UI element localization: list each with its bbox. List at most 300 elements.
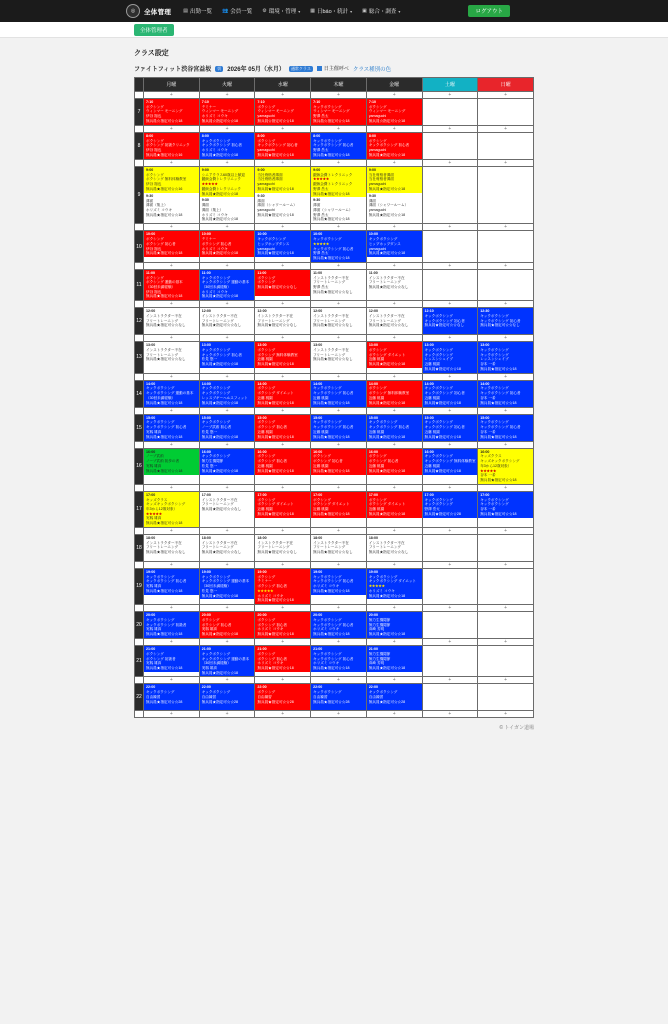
schedule-cell[interactable]: [422, 308, 478, 335]
class-event[interactable]: [311, 684, 366, 710]
schedule-cell[interactable]: [311, 342, 367, 373]
add-class-button[interactable]: +: [144, 605, 200, 612]
class-event[interactable]: [367, 193, 422, 219]
add-class-button[interactable]: +: [311, 484, 367, 491]
class-event[interactable]: [367, 270, 422, 296]
add-class-button[interactable]: +: [311, 677, 367, 684]
class-event[interactable]: [255, 569, 310, 604]
add-class-button[interactable]: +: [478, 561, 534, 568]
add-class-button[interactable]: +: [255, 335, 311, 342]
schedule-cell[interactable]: [199, 534, 255, 561]
schedule-cell[interactable]: [144, 568, 200, 604]
add-class-button[interactable]: +: [422, 126, 478, 133]
schedule-cell[interactable]: [144, 684, 200, 711]
add-class-button[interactable]: +: [199, 301, 255, 308]
add-class-button[interactable]: +: [366, 711, 422, 718]
add-class-button[interactable]: +: [422, 639, 478, 646]
schedule-cell[interactable]: [199, 308, 255, 335]
schedule-cell[interactable]: [311, 448, 367, 484]
schedule-cell[interactable]: [144, 448, 200, 484]
schedule-cell[interactable]: [144, 167, 200, 224]
schedule-cell[interactable]: [478, 308, 534, 335]
add-class-button[interactable]: +: [311, 407, 367, 414]
class-event[interactable]: [200, 231, 255, 257]
class-event[interactable]: [311, 270, 366, 296]
schedule-cell[interactable]: [255, 99, 311, 126]
class-event[interactable]: [311, 449, 366, 475]
class-event[interactable]: [144, 535, 199, 561]
schedule-cell[interactable]: [478, 167, 534, 224]
add-class-button[interactable]: +: [366, 262, 422, 269]
class-event[interactable]: [311, 569, 366, 595]
add-class-button[interactable]: +: [199, 527, 255, 534]
add-class-button[interactable]: +: [422, 441, 478, 448]
class-event[interactable]: [200, 197, 255, 223]
schedule-cell[interactable]: [422, 342, 478, 373]
schedule-cell[interactable]: [311, 133, 367, 160]
schedule-cell[interactable]: [144, 646, 200, 677]
class-event[interactable]: [144, 684, 199, 710]
schedule-cell[interactable]: [366, 231, 422, 262]
schedule-cell[interactable]: [366, 167, 422, 224]
schedule-cell[interactable]: [422, 684, 478, 711]
schedule-cell[interactable]: [311, 167, 367, 224]
add-class-button[interactable]: +: [311, 224, 367, 231]
schedule-cell[interactable]: [422, 568, 478, 604]
add-class-button[interactable]: +: [311, 605, 367, 612]
schedule-cell[interactable]: [255, 308, 311, 335]
schedule-cell[interactable]: [255, 684, 311, 711]
add-class-button[interactable]: +: [422, 224, 478, 231]
schedule-cell[interactable]: [422, 534, 478, 561]
schedule-cell[interactable]: [311, 568, 367, 604]
add-class-button[interactable]: +: [366, 126, 422, 133]
schedule-cell[interactable]: [478, 448, 534, 484]
class-event[interactable]: [255, 415, 310, 441]
class-event[interactable]: [367, 415, 422, 441]
schedule-cell[interactable]: [478, 99, 534, 126]
class-event[interactable]: [367, 381, 422, 407]
class-event[interactable]: [144, 612, 199, 638]
schedule-cell[interactable]: [199, 167, 255, 224]
class-event[interactable]: [311, 492, 366, 518]
class-event[interactable]: [311, 612, 366, 638]
class-event[interactable]: [144, 99, 199, 125]
add-class-button[interactable]: +: [199, 373, 255, 380]
add-class-button[interactable]: +: [199, 224, 255, 231]
add-class-button[interactable]: +: [199, 407, 255, 414]
class-event[interactable]: [144, 449, 199, 475]
schedule-cell[interactable]: [255, 448, 311, 484]
class-event[interactable]: [200, 415, 255, 441]
class-event[interactable]: [144, 415, 199, 441]
class-event[interactable]: [144, 133, 199, 159]
add-class-button[interactable]: +: [144, 441, 200, 448]
schedule-cell[interactable]: [478, 133, 534, 160]
add-class-button[interactable]: +: [366, 677, 422, 684]
add-class-button[interactable]: +: [144, 92, 200, 99]
schedule-cell[interactable]: [366, 491, 422, 527]
schedule-cell[interactable]: [478, 646, 534, 677]
schedule-cell[interactable]: [366, 308, 422, 335]
add-class-button[interactable]: +: [255, 677, 311, 684]
class-event[interactable]: [255, 646, 310, 672]
nav-item-1[interactable]: [222, 7, 252, 15]
add-class-button[interactable]: +: [255, 441, 311, 448]
schedule-cell[interactable]: [199, 612, 255, 639]
add-class-button[interactable]: +: [422, 407, 478, 414]
class-event[interactable]: [200, 612, 255, 638]
gym-switch-button[interactable]: 切: [217, 65, 222, 71]
schedule-cell[interactable]: [199, 133, 255, 160]
add-class-button[interactable]: +: [255, 639, 311, 646]
add-class-button[interactable]: +: [422, 605, 478, 612]
add-class-button[interactable]: +: [255, 262, 311, 269]
class-color-legend-link[interactable]: クラス種別の色: [352, 66, 392, 73]
add-class-button[interactable]: +: [366, 407, 422, 414]
add-class-button[interactable]: +: [311, 126, 367, 133]
add-class-button[interactable]: +: [199, 160, 255, 167]
class-event[interactable]: [367, 612, 422, 638]
add-class-button[interactable]: +: [422, 92, 478, 99]
class-event[interactable]: [144, 270, 199, 300]
schedule-cell[interactable]: [478, 231, 534, 262]
schedule-cell[interactable]: [255, 269, 311, 300]
class-event[interactable]: [144, 342, 199, 368]
add-class-button[interactable]: +: [478, 126, 534, 133]
class-event[interactable]: [367, 449, 422, 475]
schedule-cell[interactable]: [311, 684, 367, 711]
add-class-button[interactable]: +: [255, 711, 311, 718]
add-class-button[interactable]: +: [311, 301, 367, 308]
class-event[interactable]: [311, 99, 366, 125]
class-event[interactable]: [144, 231, 199, 257]
class-event[interactable]: [200, 308, 255, 334]
class-event[interactable]: [255, 381, 310, 407]
class-event[interactable]: [367, 535, 422, 561]
add-class-button[interactable]: +: [199, 561, 255, 568]
add-class-button[interactable]: +: [199, 441, 255, 448]
schedule-cell[interactable]: [255, 231, 311, 262]
schedule-cell[interactable]: [422, 133, 478, 160]
class-event[interactable]: [423, 449, 478, 475]
schedule-cell[interactable]: [255, 612, 311, 639]
class-event[interactable]: [200, 535, 255, 561]
class-event[interactable]: [144, 167, 199, 193]
schedule-cell[interactable]: [255, 646, 311, 677]
schedule-cell[interactable]: [144, 308, 200, 335]
schedule-cell[interactable]: [478, 342, 534, 373]
add-class-button[interactable]: +: [255, 605, 311, 612]
class-event[interactable]: [255, 167, 310, 193]
class-event[interactable]: [144, 646, 199, 672]
nav-item-0[interactable]: [183, 7, 212, 15]
checkbox-box[interactable]: [317, 66, 322, 71]
class-event[interactable]: [478, 381, 533, 407]
add-class-button[interactable]: +: [199, 126, 255, 133]
schedule-cell[interactable]: [144, 269, 200, 300]
class-event[interactable]: [255, 308, 310, 334]
schedule-cell[interactable]: [422, 231, 478, 262]
schedule-cell[interactable]: [199, 646, 255, 677]
schedule-cell[interactable]: [199, 491, 255, 527]
add-class-button[interactable]: +: [255, 373, 311, 380]
schedule-cell[interactable]: [255, 167, 311, 224]
class-event[interactable]: [311, 342, 366, 368]
add-class-button[interactable]: +: [255, 561, 311, 568]
class-event[interactable]: [367, 167, 422, 193]
add-class-button[interactable]: +: [311, 711, 367, 718]
schedule-cell[interactable]: [422, 612, 478, 639]
class-event[interactable]: [200, 381, 255, 407]
add-class-button[interactable]: +: [311, 262, 367, 269]
schedule-cell[interactable]: [366, 612, 422, 639]
add-class-button[interactable]: +: [255, 224, 311, 231]
add-class-button[interactable]: +: [311, 373, 367, 380]
add-class-button[interactable]: +: [144, 262, 200, 269]
schedule-cell[interactable]: [422, 269, 478, 300]
class-event[interactable]: [311, 167, 366, 197]
class-event[interactable]: [200, 342, 255, 368]
add-class-button[interactable]: +: [366, 639, 422, 646]
add-class-button[interactable]: +: [422, 527, 478, 534]
schedule-cell[interactable]: [144, 342, 200, 373]
class-event[interactable]: [367, 99, 422, 125]
add-class-button[interactable]: +: [255, 407, 311, 414]
class-event[interactable]: [311, 231, 366, 261]
class-event[interactable]: [423, 381, 478, 407]
class-event[interactable]: [311, 197, 366, 223]
schedule-cell[interactable]: [311, 380, 367, 407]
class-event[interactable]: [255, 133, 310, 159]
schedule-cell[interactable]: [199, 684, 255, 711]
class-event[interactable]: [478, 415, 533, 441]
add-class-button[interactable]: +: [144, 711, 200, 718]
class-event[interactable]: [367, 231, 422, 257]
add-class-button[interactable]: +: [478, 92, 534, 99]
schedule-cell[interactable]: [366, 448, 422, 484]
add-class-button[interactable]: +: [199, 639, 255, 646]
class-event[interactable]: [200, 684, 255, 710]
add-class-button[interactable]: +: [478, 605, 534, 612]
add-class-button[interactable]: +: [422, 301, 478, 308]
add-class-button[interactable]: +: [366, 224, 422, 231]
class-event[interactable]: [423, 415, 478, 441]
class-event[interactable]: [478, 342, 533, 372]
class-event[interactable]: [255, 99, 310, 125]
add-class-button[interactable]: +: [311, 92, 367, 99]
class-event[interactable]: [255, 449, 310, 475]
class-event[interactable]: [200, 167, 255, 197]
add-class-button[interactable]: +: [311, 160, 367, 167]
schedule-cell[interactable]: [311, 646, 367, 677]
class-event[interactable]: [478, 492, 533, 518]
add-class-button[interactable]: +: [478, 441, 534, 448]
schedule-cell[interactable]: [311, 491, 367, 527]
class-event[interactable]: [311, 415, 366, 441]
add-class-button[interactable]: +: [366, 561, 422, 568]
schedule-cell[interactable]: [144, 380, 200, 407]
class-event[interactable]: [367, 684, 422, 710]
add-class-button[interactable]: +: [144, 160, 200, 167]
add-class-button[interactable]: +: [144, 677, 200, 684]
schedule-cell[interactable]: [199, 414, 255, 441]
class-event[interactable]: [200, 270, 255, 300]
add-class-button[interactable]: +: [199, 677, 255, 684]
add-class-button[interactable]: +: [478, 677, 534, 684]
nav-item-4[interactable]: [362, 7, 400, 15]
schedule-cell[interactable]: [366, 133, 422, 160]
add-class-button[interactable]: +: [422, 677, 478, 684]
schedule-cell[interactable]: [255, 414, 311, 441]
add-class-button[interactable]: +: [144, 335, 200, 342]
schedule-cell[interactable]: [255, 568, 311, 604]
class-event[interactable]: [200, 646, 255, 676]
schedule-cell[interactable]: [422, 491, 478, 527]
class-event[interactable]: [367, 133, 422, 159]
schedule-cell[interactable]: [199, 269, 255, 300]
add-class-button[interactable]: +: [478, 484, 534, 491]
add-class-button[interactable]: +: [199, 335, 255, 342]
add-class-button[interactable]: +: [422, 262, 478, 269]
schedule-cell[interactable]: [366, 414, 422, 441]
class-event[interactable]: [255, 270, 310, 296]
nav-item-2[interactable]: [262, 7, 300, 15]
class-event[interactable]: [478, 308, 533, 334]
schedule-cell[interactable]: [478, 269, 534, 300]
class-event[interactable]: [478, 449, 533, 484]
add-class-button[interactable]: +: [422, 484, 478, 491]
schedule-cell[interactable]: [311, 269, 367, 300]
add-class-button[interactable]: +: [478, 373, 534, 380]
add-class-button[interactable]: +: [311, 527, 367, 534]
add-class-button[interactable]: +: [366, 92, 422, 99]
schedule-cell[interactable]: [478, 568, 534, 604]
schedule-cell[interactable]: [366, 269, 422, 300]
class-event[interactable]: [367, 492, 422, 518]
add-class-button[interactable]: +: [255, 126, 311, 133]
class-event[interactable]: [423, 308, 478, 334]
schedule-cell[interactable]: [366, 99, 422, 126]
schedule-cell[interactable]: [311, 612, 367, 639]
schedule-cell[interactable]: [144, 491, 200, 527]
add-class-button[interactable]: +: [199, 92, 255, 99]
add-class-button[interactable]: +: [144, 527, 200, 534]
schedule-cell[interactable]: [199, 448, 255, 484]
add-class-button[interactable]: +: [255, 484, 311, 491]
add-class-button[interactable]: +: [144, 224, 200, 231]
add-class-button[interactable]: +: [311, 639, 367, 646]
schedule-cell[interactable]: [366, 380, 422, 407]
class-event[interactable]: [367, 308, 422, 334]
add-class-button[interactable]: +: [478, 160, 534, 167]
schedule-cell[interactable]: [422, 167, 478, 224]
schedule-cell[interactable]: [255, 342, 311, 373]
add-class-button[interactable]: +: [366, 373, 422, 380]
add-class-button[interactable]: +: [311, 561, 367, 568]
add-class-button[interactable]: +: [478, 335, 534, 342]
schedule-cell[interactable]: [311, 231, 367, 262]
schedule-cell[interactable]: [478, 684, 534, 711]
add-class-button[interactable]: +: [478, 527, 534, 534]
class-event[interactable]: [423, 492, 478, 518]
add-class-button[interactable]: +: [422, 711, 478, 718]
class-event[interactable]: [367, 569, 422, 599]
class-event[interactable]: [255, 612, 310, 638]
add-class-button[interactable]: +: [422, 160, 478, 167]
add-class-button[interactable]: +: [366, 441, 422, 448]
class-event[interactable]: [423, 342, 478, 372]
schedule-cell[interactable]: [311, 99, 367, 126]
logout-button[interactable]: ログアウト: [468, 5, 510, 17]
schedule-cell[interactable]: [255, 380, 311, 407]
add-class-button[interactable]: +: [478, 262, 534, 269]
schedule-cell[interactable]: [478, 380, 534, 407]
schedule-cell[interactable]: [478, 612, 534, 639]
show-holiday-checkbox[interactable]: [317, 65, 349, 72]
class-event[interactable]: [255, 535, 310, 561]
add-class-button[interactable]: +: [199, 605, 255, 612]
schedule-cell[interactable]: [144, 414, 200, 441]
schedule-cell[interactable]: [311, 534, 367, 561]
add-class-button[interactable]: +: [144, 126, 200, 133]
add-class-button[interactable]: +: [144, 639, 200, 646]
add-class-button[interactable]: +: [255, 92, 311, 99]
class-event[interactable]: [367, 342, 422, 368]
schedule-cell[interactable]: [422, 380, 478, 407]
add-class-button[interactable]: +: [422, 561, 478, 568]
schedule-cell[interactable]: [199, 231, 255, 262]
schedule-cell[interactable]: [144, 99, 200, 126]
add-class-button[interactable]: +: [478, 407, 534, 414]
add-class-button[interactable]: +: [422, 335, 478, 342]
add-class-button[interactable]: +: [255, 160, 311, 167]
class-event[interactable]: [144, 492, 199, 527]
class-event[interactable]: [255, 231, 310, 257]
add-class-button[interactable]: +: [144, 407, 200, 414]
schedule-cell[interactable]: [422, 99, 478, 126]
class-event[interactable]: [311, 646, 366, 672]
class-event[interactable]: [144, 381, 199, 407]
add-class-button[interactable]: +: [311, 335, 367, 342]
class-event[interactable]: [200, 449, 255, 475]
schedule-cell[interactable]: [366, 568, 422, 604]
schedule-cell[interactable]: [478, 491, 534, 527]
add-class-button[interactable]: +: [366, 527, 422, 534]
schedule-cell[interactable]: [311, 414, 367, 441]
class-event[interactable]: [144, 193, 199, 219]
add-class-button[interactable]: +: [199, 262, 255, 269]
class-event[interactable]: [367, 646, 422, 672]
add-class-button[interactable]: +: [199, 484, 255, 491]
nav-item-3[interactable]: [310, 7, 352, 15]
schedule-cell[interactable]: [144, 534, 200, 561]
class-event[interactable]: [144, 308, 199, 334]
class-event[interactable]: [255, 342, 310, 368]
add-class-button[interactable]: +: [311, 441, 367, 448]
class-event[interactable]: [255, 492, 310, 518]
add-class-button[interactable]: +: [422, 373, 478, 380]
schedule-cell[interactable]: [199, 99, 255, 126]
schedule-cell[interactable]: [422, 646, 478, 677]
schedule-cell[interactable]: [478, 414, 534, 441]
add-class-button[interactable]: +: [144, 484, 200, 491]
class-event[interactable]: [200, 99, 255, 125]
schedule-cell[interactable]: [422, 414, 478, 441]
add-class-button[interactable]: +: [478, 711, 534, 718]
class-type-button[interactable]: 通常クラス: [290, 65, 311, 71]
schedule-cell[interactable]: [255, 133, 311, 160]
